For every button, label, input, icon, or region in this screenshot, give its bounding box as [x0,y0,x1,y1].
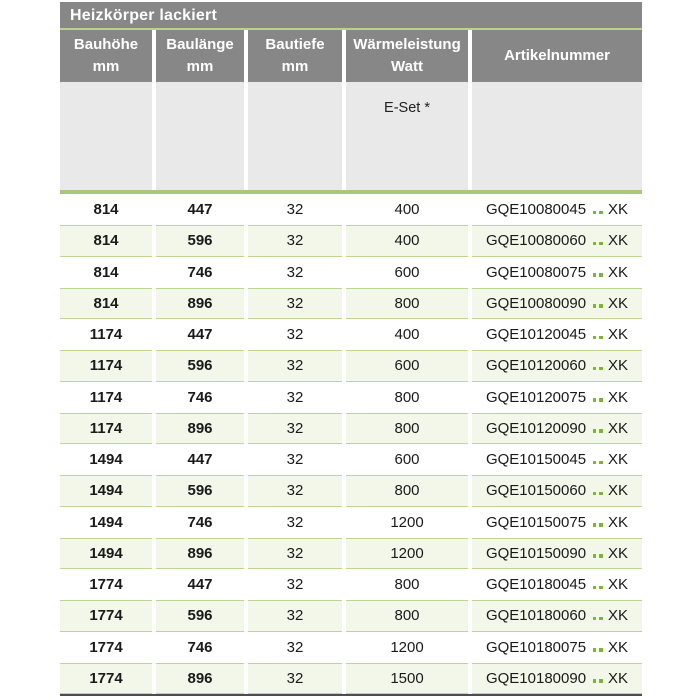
artikel-suffix: XK [608,232,629,250]
cell-artikelnummer [472,225,642,256]
cell-artikelnummer [472,319,642,350]
green-dots-icon [591,461,604,466]
cell-bautiefe: 32 [286,263,304,281]
cell-baulaenge: 746 [187,263,213,281]
table-bottom-border [60,694,642,696]
cell-bauhoehe: 814 [93,201,119,219]
cell-baulaenge: 596 [156,350,244,381]
cell-baulaenge: 746 [187,638,213,656]
eset-label: E-Set * [384,100,430,116]
artikelnummer-value [486,545,628,562]
artikel-suffix: XK [608,201,629,219]
cell-artikelnummer [472,382,642,413]
subheader-cell [248,82,342,190]
artikel-code: GQE10180075 [485,638,587,656]
column-label: Bauhöhe [73,36,139,54]
artikel-suffix: XK [608,294,629,312]
cell-bauhoehe: 1494 [89,513,123,531]
column-label: Bautiefe [265,36,325,54]
artikel-code: GQE10120060 [485,357,587,375]
green-dots-icon [591,586,604,591]
artikel-code: GQE10180045 [485,576,587,594]
column-unit: mm [92,58,120,75]
cell-watt: 800 [346,600,468,631]
cell-bauhoehe: 1174 [89,388,123,406]
cell-baulaenge: 896 [156,288,244,319]
cell-watt: 400 [394,201,420,219]
table-row [60,382,642,413]
cell-artikelnummer [472,413,642,444]
table-row [60,257,642,288]
table-row [60,288,642,319]
column-header-waermeleistung [346,30,468,82]
cell-baulaenge: 896 [156,663,244,694]
cell-bautiefe: 32 [286,451,304,469]
table-row [60,350,642,381]
column-header-bauhoehe [60,30,152,82]
subheader-eset-cell [346,82,468,190]
cell-bauhoehe: 814 [60,288,152,319]
cell-bautiefe: 32 [248,350,342,381]
cell-bautiefe: 32 [248,663,342,694]
artikelnummer-value [486,514,628,531]
cell-baulaenge: 596 [156,225,244,256]
artikel-code: GQE10120045 [485,326,587,344]
cell-bauhoehe: 814 [60,225,152,256]
cell-watt: 800 [394,388,420,406]
cell-bautiefe: 32 [286,201,304,219]
artikelnummer-value [486,639,628,656]
cell-watt: 800 [346,475,468,506]
cell-bautiefe: 32 [286,326,304,344]
green-dots-icon [591,336,604,341]
cell-baulaenge: 596 [156,475,244,506]
cell-baulaenge: 447 [187,201,213,219]
product-table [60,2,642,696]
column-header-bautiefe [248,30,342,82]
cell-bautiefe: 32 [286,576,304,594]
cell-artikelnummer [472,538,642,569]
column-label: Artikelnummer [504,47,610,65]
table-title: Heizkörper lackiert [60,2,642,30]
cell-watt: 800 [346,288,468,319]
artikel-code: GQE10150060 [485,482,587,500]
artikel-code: GQE10120075 [485,388,587,406]
cell-bauhoehe: 1174 [60,413,152,444]
cell-watt: 600 [394,263,420,281]
artikel-code: GQE10150045 [485,451,587,469]
artikelnummer-value [486,357,628,374]
subheader-cell [472,82,642,190]
green-dots-icon [591,617,604,622]
artikel-suffix: XK [608,388,629,406]
table-row [60,413,642,444]
green-dots-icon [591,492,604,497]
cell-bautiefe: 32 [248,225,342,256]
cell-baulaenge: 596 [156,600,244,631]
cell-watt: 400 [394,326,420,344]
artikel-suffix: XK [608,451,629,469]
cell-artikelnummer [472,257,642,288]
green-dots-icon [591,273,604,278]
cell-bautiefe: 32 [248,600,342,631]
cell-bauhoehe: 1174 [60,350,152,381]
cell-bauhoehe: 1174 [89,326,123,344]
cell-artikelnummer [472,632,642,663]
table-row [60,194,642,225]
cell-bauhoehe: 1774 [89,576,123,594]
cell-artikelnummer [472,600,642,631]
cell-artikelnummer [472,288,642,319]
cell-watt: 1200 [346,538,468,569]
subheader-row [60,82,642,190]
artikel-code: GQE10080060 [485,232,587,250]
cell-watt: 600 [346,350,468,381]
cell-watt: 400 [346,225,468,256]
green-dots-icon [591,367,604,372]
cell-artikelnummer [472,663,642,694]
cell-artikelnummer [472,475,642,506]
artikel-suffix: XK [608,544,629,562]
table-row [60,663,642,694]
artikel-suffix: XK [608,513,629,531]
green-dots-icon [591,648,604,653]
artikelnummer-value [486,232,628,249]
artikel-suffix: XK [608,576,629,594]
cell-bauhoehe: 1774 [60,600,152,631]
cell-baulaenge: 447 [187,451,213,469]
artikelnummer-value [486,201,628,218]
artikel-suffix: XK [608,482,629,500]
green-dots-icon [591,679,604,684]
cell-bautiefe: 32 [248,538,342,569]
artikel-code: GQE10150090 [485,544,587,562]
cell-baulaenge: 896 [156,413,244,444]
artikelnummer-value [486,576,628,593]
column-header-row [60,30,642,82]
artikel-code: GQE10120090 [485,419,587,437]
green-dots-icon [591,554,604,559]
column-label: Baulänge [166,36,234,54]
artikel-suffix: XK [608,326,629,344]
artikelnummer-value [486,482,628,499]
cell-watt: 800 [346,413,468,444]
cell-watt: 1200 [390,513,424,531]
subheader-cell [60,82,152,190]
column-header-artikelnummer [472,30,642,82]
cell-watt: 600 [394,451,420,469]
column-label: Wärmeleistung [353,36,461,54]
artikelnummer-value [486,420,628,437]
cell-artikelnummer [472,350,642,381]
cell-artikelnummer [472,194,642,225]
table-row [60,538,642,569]
cell-watt: 1500 [346,663,468,694]
cell-baulaenge: 746 [187,513,213,531]
column-unit: Watt [391,58,423,75]
artikel-suffix: XK [608,357,629,375]
column-unit: mm [281,58,309,75]
artikel-suffix: XK [608,607,629,625]
table-row [60,569,642,600]
artikel-code: GQE10080045 [485,201,587,219]
artikel-code: GQE10150075 [485,513,587,531]
cell-bautiefe: 32 [248,413,342,444]
cell-bauhoehe: 1774 [89,638,123,656]
artikelnummer-value [486,326,628,343]
cell-artikelnummer [472,569,642,600]
artikel-code: GQE10180090 [485,669,587,687]
green-dots-icon [591,523,604,528]
cell-bautiefe: 32 [248,475,342,506]
green-dots-icon [591,398,604,403]
artikelnummer-value [486,670,628,687]
cell-bauhoehe: 1494 [89,451,123,469]
artikelnummer-value [486,295,628,312]
table-row [60,475,642,506]
cell-bautiefe: 32 [248,288,342,319]
green-dots-icon [591,211,604,216]
artikelnummer-value [486,451,628,468]
cell-bautiefe: 32 [286,388,304,406]
cell-baulaenge: 896 [156,538,244,569]
artikel-suffix: XK [608,638,629,656]
artikel-suffix: XK [608,419,629,437]
column-header-baulaenge [156,30,244,82]
cell-bauhoehe: 1494 [60,538,152,569]
cell-watt: 800 [394,576,420,594]
table-row [60,632,642,663]
artikelnummer-value [486,607,628,624]
artikelnummer-value [486,264,628,281]
artikel-suffix: XK [608,263,629,281]
cell-bauhoehe: 1494 [60,475,152,506]
table-body [60,194,642,694]
green-dots-icon [591,304,604,309]
green-dots-icon [591,429,604,434]
green-dots-icon [591,242,604,247]
column-unit: mm [186,58,214,75]
cell-bauhoehe: 814 [93,263,119,281]
artikel-code: GQE10080075 [485,263,587,281]
cell-baulaenge: 447 [187,326,213,344]
cell-baulaenge: 746 [187,388,213,406]
cell-bautiefe: 32 [286,638,304,656]
subheader-cell [156,82,244,190]
cell-artikelnummer [472,507,642,538]
cell-baulaenge: 447 [187,576,213,594]
table-row [60,319,642,350]
table-row [60,600,642,631]
artikel-suffix: XK [608,669,629,687]
cell-artikelnummer [472,444,642,475]
artikel-code: GQE10080090 [485,294,587,312]
cell-bautiefe: 32 [286,513,304,531]
cell-bauhoehe: 1774 [60,663,152,694]
artikel-code: GQE10180060 [485,607,587,625]
table-row [60,507,642,538]
artikelnummer-value [486,389,628,406]
table-row [60,444,642,475]
table-row [60,225,642,256]
cell-watt: 1200 [390,638,424,656]
